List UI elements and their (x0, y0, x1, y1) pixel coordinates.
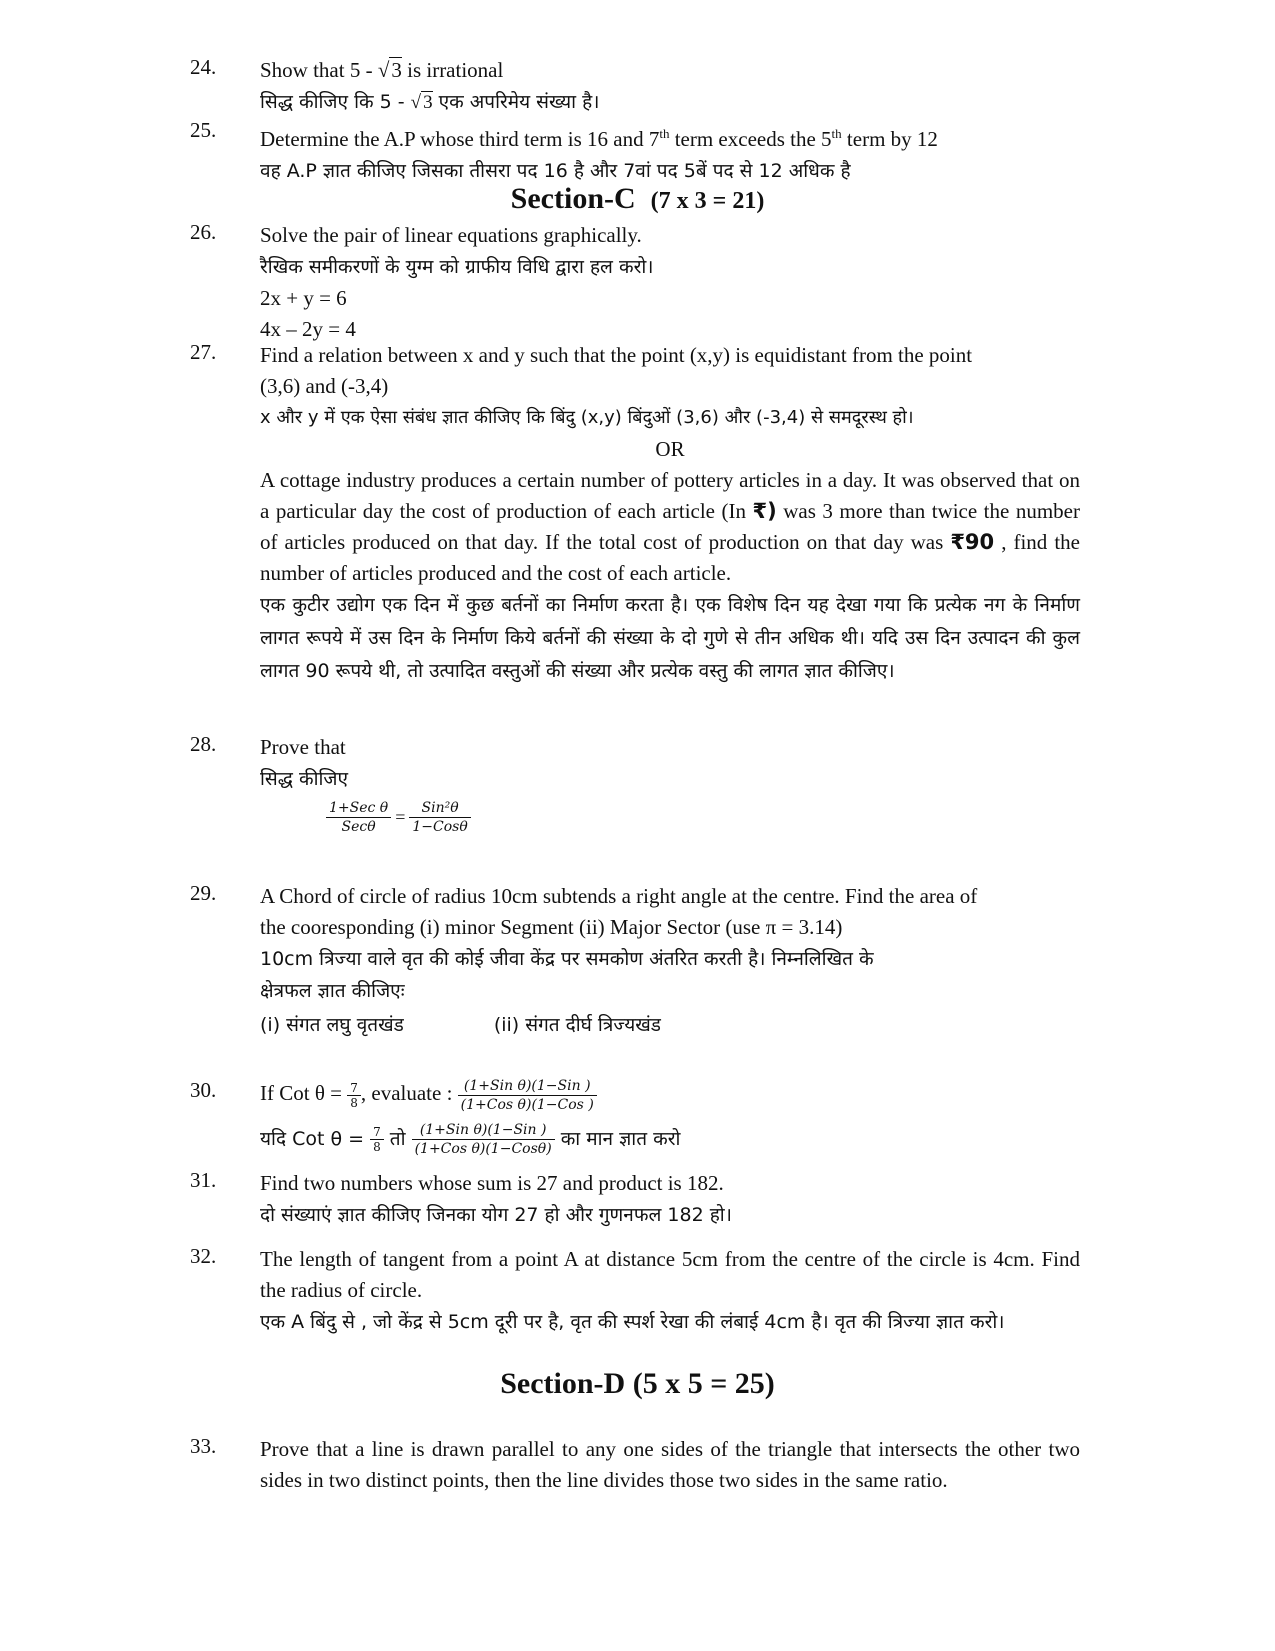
rupee-symbol: ₹) (752, 499, 777, 523)
section-c-heading (0, 182, 1275, 216)
question-30 (190, 1070, 1090, 1162)
section-title: Section-C (510, 182, 636, 215)
question-text-hi: यदि Cot θ = $\frac{7}{8}$ तो $\frac{\text{(1+Sin θ)(1−Sin )}}{\text{(1+Cos θ)(1−Cosθ)}}$ का मान ज्ञात करो (260, 1122, 681, 1157)
question-text-en-line1: Find a relation between x and y such that the point (x,y) is equidistant from the point (260, 343, 973, 367)
option-ii: (ii) संगत दीर्घ त्रिज्यखंड (493, 1014, 661, 1036)
question-text-en: If Cot θ = $\frac{7}{8}$ , evaluate : $\frac{\text{(1+Sin θ)(1−Sin )}}{\text{(1+Cos θ)(1−Cos )}}$ (260, 1070, 1080, 1116)
question-text-hi-line1: 10cm त्रिज्या वाले वृत की कोई जीवा केंद्र पर समकोण अंतरित करती है। निम्नलिखित के (260, 948, 874, 970)
lhs-fraction: $\frac{\text{1+Sec θ}}{\text{Secθ}}$ (326, 799, 391, 836)
radicand: 3 (391, 58, 402, 82)
equation-2: 4x – 2y = 4 (260, 317, 356, 341)
question-26 (190, 220, 1090, 345)
sqrt-sign: √ (377, 58, 390, 82)
question-28 (190, 732, 1090, 836)
question-31 (190, 1168, 1090, 1231)
question-text-hi: सिद्ध कीजिए (260, 768, 349, 790)
question-number: 33. (190, 1434, 217, 1458)
question-text-hi: दो संख्याएं ज्ञात कीजिए जिनका योग 27 हो और गुणनफल 182 हो। (260, 1204, 732, 1226)
question-text-hi: सिद्ध कीजिए कि 5 - √ 3 एक अपरिमेय संख्या है। (260, 91, 600, 113)
question-number: 26. (190, 220, 217, 244)
question-text-hi: वह A.P ज्ञात कीजिए जिसका तीसरा पद 16 है और 7वां पद 5बें पद से 12 अधिक है (260, 160, 851, 182)
section-marks: (7 x 3 = 21) (650, 188, 765, 214)
question-number: 29. (190, 881, 217, 905)
section-title: Section-D (5 x 5 = 25) (500, 1367, 775, 1400)
question-text-hi: रैखिक समीकरणों के युग्म को ग्राफीय विधि द्वारा हल करो। (260, 256, 654, 278)
question-number: 28. (190, 732, 217, 756)
cot-fraction: $\frac{7}{8}$ (347, 1081, 361, 1110)
equation-1: 2x + y = 6 (260, 286, 347, 310)
question-text-hi: एक A बिंदु से , जो केंद्र से 5cm दूरी पर है, वृत की स्पर्श रेखा की लंबाई 4cm है। वृत की त्रिज्या ज्ञात करो। (260, 1311, 1005, 1333)
option-i: (i) संगत लघु वृतखंड (260, 1014, 404, 1036)
alternative-question-hi: एक कुटीर उद्योग एक दिन में कुछ बर्तनों का निर्माण करता है। एक विशेष दिन यह देखा गया कि प्रत्येक नग के निर्माण लागत रूपये में उस दिन के निर्माण किये बर्तनों की संख्या के दो गुणे से तीन अधिक थी। यदि उस दिन उत्पादन की कुल लागत 90 रूपये थी, तो उत्पादित वस्तुओं की संख्या और प्रत्येक वस्तु की लागत ज्ञात कीजिए। (260, 594, 1080, 682)
alternative-question-en: A cottage industry produces a certain number of pottery articles in a day. It was observed that on a particular day the cost of production of each article (In ₹) was 3 more than twice the number of articles produced on that day. If the total cost of production on that day was ₹90 , find the number of articles produced and the cost of each article. (260, 468, 1081, 585)
question-number: 30. (190, 1078, 217, 1102)
question-text-en-line2: the cooresponding (i) minor Segment (ii) Major Sector (use π = 3.14) (260, 915, 843, 939)
section-d-heading (0, 1367, 1275, 1401)
question-33 (190, 1434, 1090, 1496)
question-text-en: Show that 5 - √3 is irrational (260, 58, 504, 82)
question-text-en: Find two numbers whose sum is 27 and product is 182. (260, 1171, 724, 1195)
question-27 (190, 340, 1090, 688)
question-text-en: The length of tangent from a point A at distance 5cm from the centre of the circle is 4cm. Find the radius of circle. (260, 1247, 1080, 1302)
question-options (260, 1009, 1080, 1041)
question-text-en: Prove that (260, 735, 346, 759)
rupee-amount: ₹90 (950, 530, 995, 554)
question-text-hi: x और y में एक ऐसा संबंध ज्ञात कीजिए कि बिंदु (x,y) बिंदुओं (3,6) और (-3,4) से समदूरस्थ हो। (260, 407, 914, 428)
question-number: 25. (190, 118, 217, 142)
question-text-en-line2: (3,6) and (-3,4) (260, 374, 389, 398)
or-separator: OR (655, 437, 685, 461)
question-24 (190, 55, 1090, 119)
trig-identity: $\frac{\text{1+Sec θ}}{\text{Secθ}}$ = $\frac{\text{Sin²θ}}{\text{1−Cosθ}}$ (326, 799, 1080, 836)
question-text-en: Prove that a line is drawn parallel to any one sides of the triangle that intersects the other two sides in two distinct points, then the line divides those two sides in the same ratio. (260, 1437, 1080, 1492)
question-text-en-line1: A Chord of circle of radius 10cm subtends a right angle at the centre. Find the area of (260, 884, 978, 908)
question-number: 24. (190, 55, 217, 79)
question-number: 27. (190, 340, 217, 364)
question-text-hi-line2: क्षेत्रफल ज्ञात कीजिएः (260, 980, 405, 1002)
expression-fraction: $\frac{\text{(1+Sin θ)(1−Sin )}}{\text{(1+Cos θ)(1−Cos )}}$ (458, 1077, 597, 1114)
question-number: 32. (190, 1244, 217, 1268)
question-25 (190, 118, 1090, 187)
question-text-en: Solve the pair of linear equations graphically. (260, 223, 642, 247)
rhs-fraction: $\frac{\text{Sin²θ}}{\text{1−Cosθ}}$ (409, 799, 470, 836)
question-number: 31. (190, 1168, 217, 1192)
question-29 (190, 881, 1090, 1041)
question-text-en: Determine the A.P whose third term is 16 and 7th term exceeds the 5th term by 12 (260, 126, 938, 151)
question-32 (190, 1244, 1090, 1339)
hi-expression-fraction: $\frac{\text{(1+Sin θ)(1−Sin )}}{\text{(1+Cos θ)(1−Cosθ)}}$ (412, 1121, 555, 1158)
